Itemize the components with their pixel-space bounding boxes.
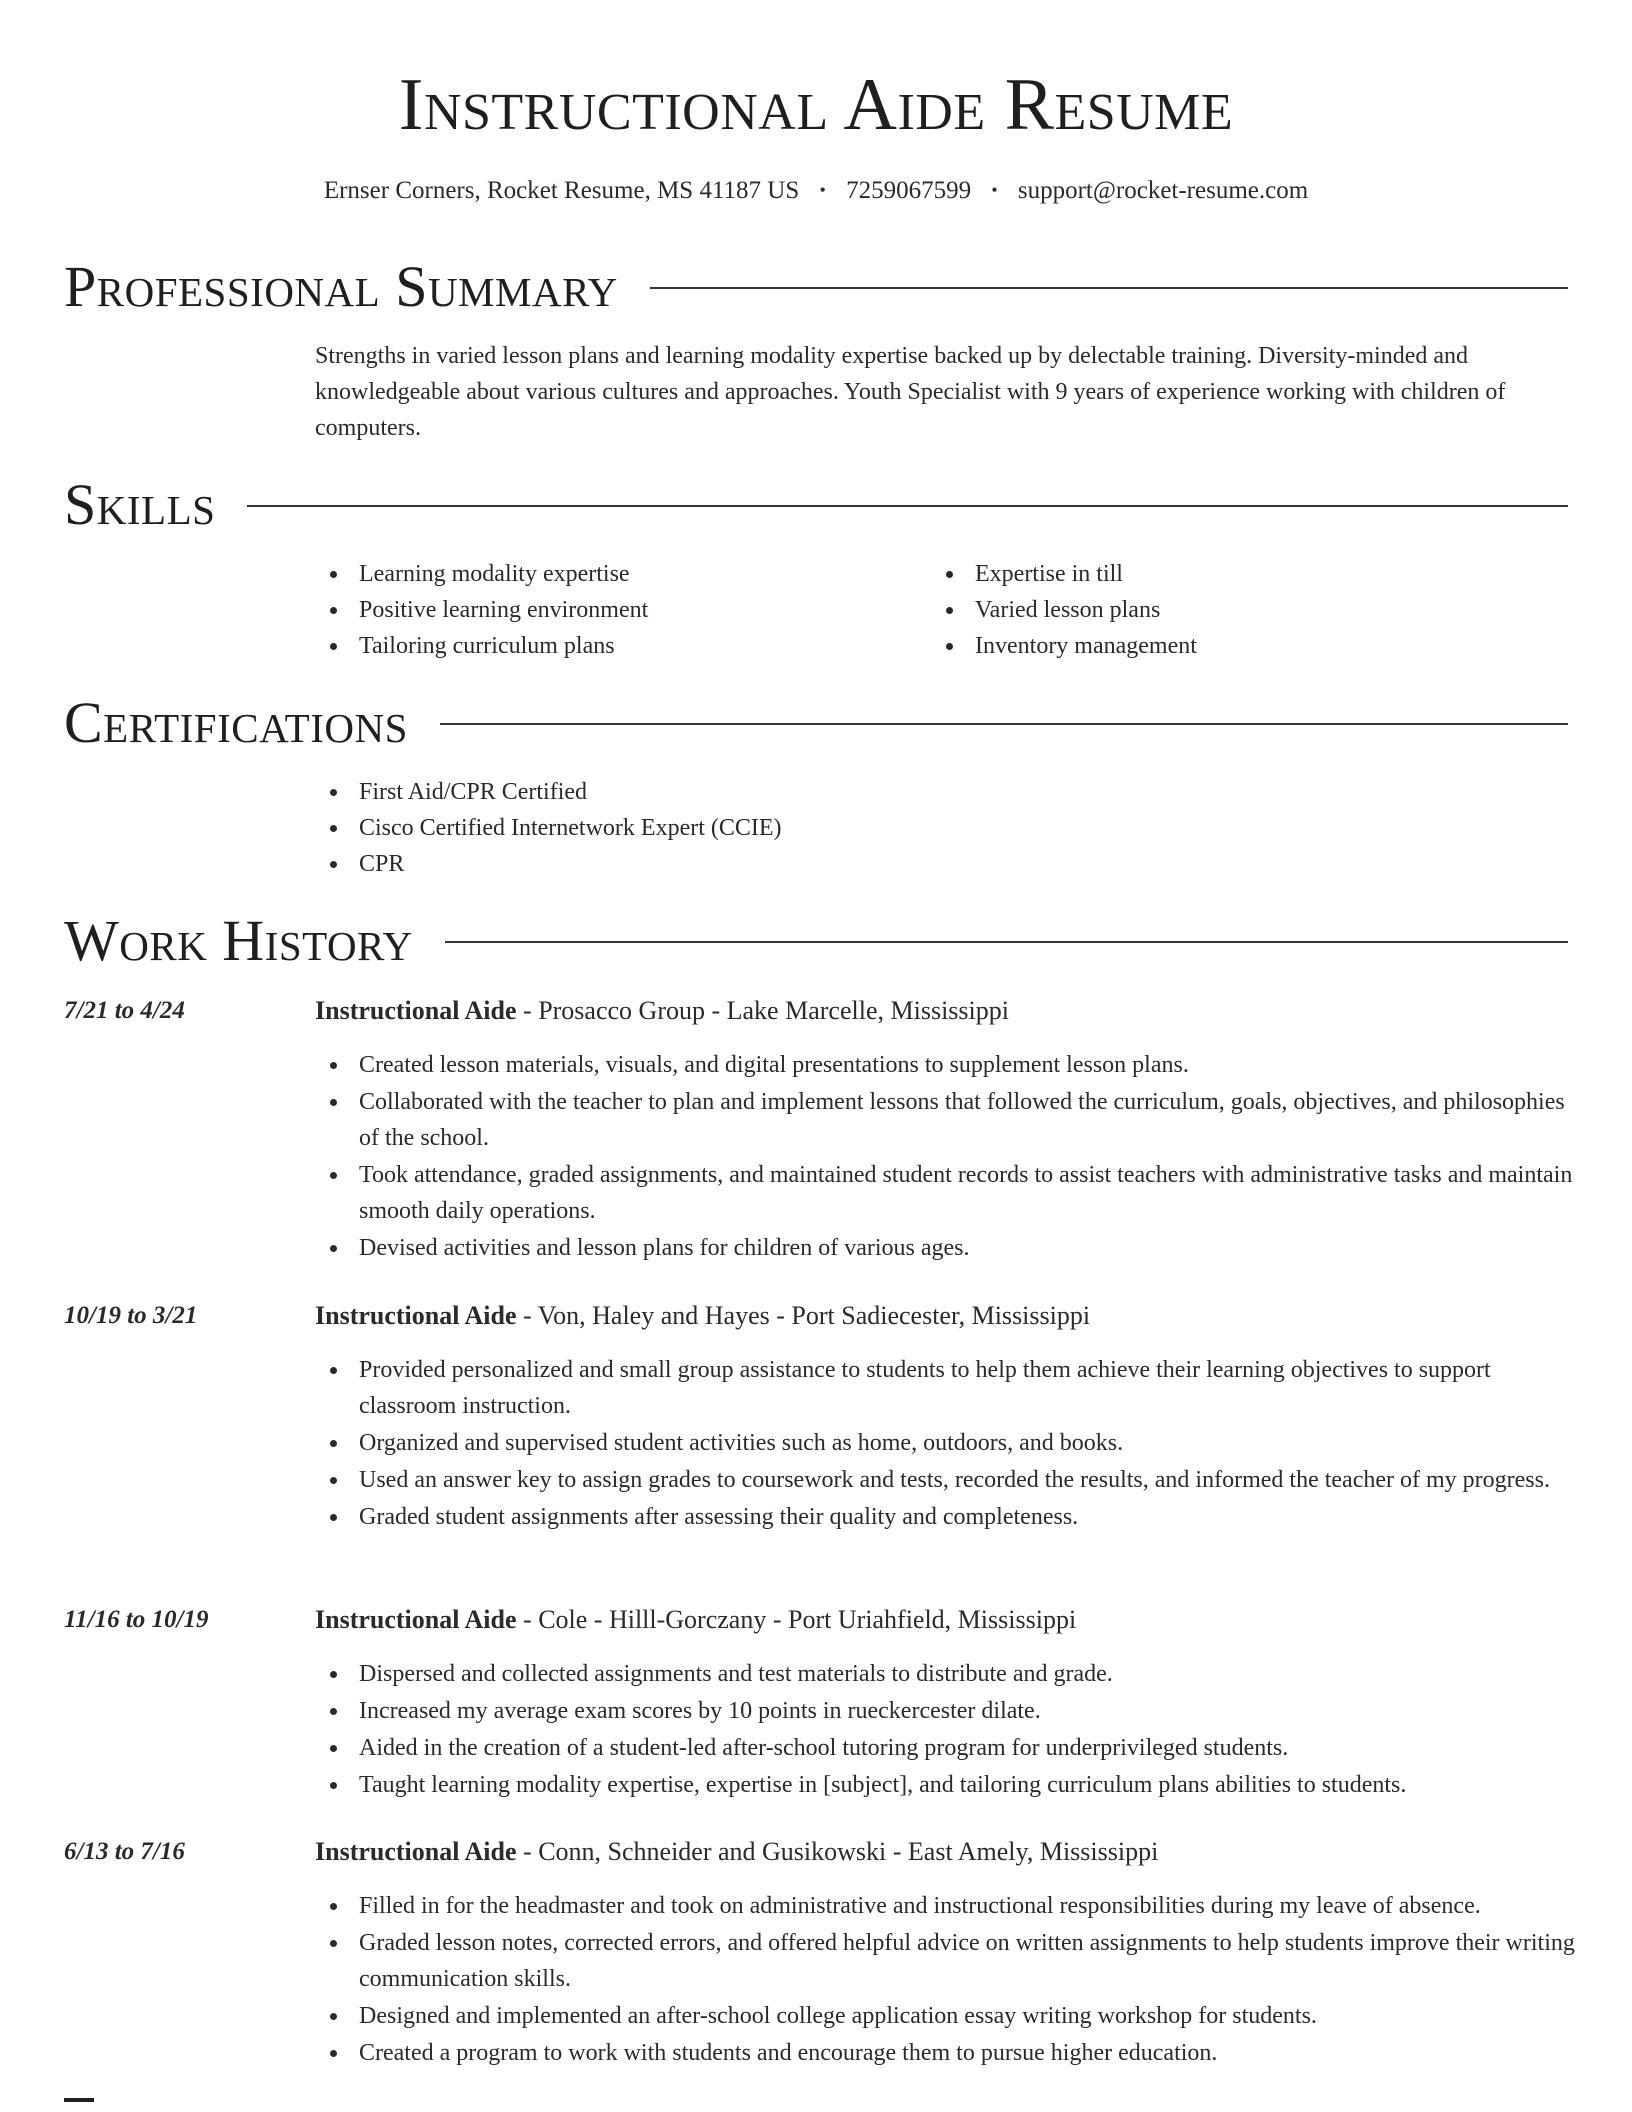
section-title-skills: Skills bbox=[64, 472, 216, 537]
skill-item: Inventory management bbox=[931, 628, 1531, 664]
skills-list-right bbox=[931, 556, 1531, 664]
skill-item: Expertise in till bbox=[931, 556, 1531, 592]
job-bullet: Created lesson materials, visuals, and digital presentations to supplement lesson plans. bbox=[315, 1047, 1575, 1083]
contact-phone: 7259067599 bbox=[846, 177, 972, 204]
job-bullet: Increased my average exam scores by 10 points in rueckercester dilate. bbox=[315, 1693, 1575, 1729]
job-title-line bbox=[315, 1298, 1575, 1334]
section-header-certifications bbox=[64, 688, 1568, 758]
job-role: Instructional Aide bbox=[315, 1301, 517, 1330]
job-bullet: Designed and implemented an after-school college application essay writing workshop for students. bbox=[315, 1998, 1575, 2034]
job-bullet: Collaborated with the teacher to plan and implement lessons that followed the curriculum, goals, objectives, and philosophies of the school. bbox=[315, 1084, 1575, 1156]
section-divider bbox=[445, 941, 1568, 943]
job-bullet: Organized and supervised student activities such as home, outdoors, and books. bbox=[315, 1425, 1575, 1461]
job-bullet: Dispersed and collected assignments and test materials to distribute and grade. bbox=[315, 1656, 1575, 1692]
resume-title: Instructional Aide Resume bbox=[398, 64, 1234, 146]
contact-separator: • bbox=[819, 180, 826, 200]
contact-address: Ernser Corners, Rocket Resume, MS 41187 US bbox=[323, 177, 800, 204]
job-role: Instructional Aide bbox=[315, 1837, 517, 1866]
certifications-list bbox=[315, 774, 1315, 882]
next-section-cutoff bbox=[64, 2098, 94, 2102]
section-title-work-history: Work History bbox=[64, 908, 413, 973]
skill-item: Tailoring curriculum plans bbox=[315, 628, 915, 664]
job-title-line bbox=[315, 993, 1575, 1029]
certification-item: CPR bbox=[315, 846, 1315, 882]
section-title-certifications: Certifications bbox=[64, 690, 408, 755]
job-bullet: Taught learning modality expertise, expertise in [subject], and tailoring curriculum plans abilities to students. bbox=[315, 1767, 1575, 1803]
job-bullet-list bbox=[315, 1352, 1575, 1536]
section-divider bbox=[650, 287, 1568, 289]
contact-separator: • bbox=[991, 180, 998, 200]
job-bullet: Provided personalized and small group assistance to students to help them achieve their learning objectives to support classroom instruction. bbox=[315, 1352, 1575, 1424]
job-title-line bbox=[315, 1602, 1575, 1638]
job-employer: - Prosacco Group - Lake Marcelle, Mississippi bbox=[516, 996, 1009, 1025]
contact-email: support@rocket-resume.com bbox=[1017, 177, 1309, 204]
job-bullet: Filled in for the headmaster and took on administrative and instructional responsibilities during my leave of absence. bbox=[315, 1888, 1575, 1924]
summary-text: Strengths in varied lesson plans and learning modality expertise backed up by delectable training. Diversity-minded and knowledgeable about various cultures and approaches. Youth Specialist with 9 years of experience working with children of computers. bbox=[315, 343, 1506, 441]
skill-item: Learning modality expertise bbox=[315, 556, 915, 592]
section-header-skills bbox=[64, 470, 1568, 540]
job-employer: - Cole - Hilll-Gorczany - Port Uriahfield, Mississippi bbox=[516, 1605, 1077, 1634]
job-bullet-list bbox=[315, 1888, 1575, 2072]
job-bullet: Graded student assignments after assessing their quality and completeness. bbox=[315, 1499, 1575, 1535]
contact-line bbox=[0, 172, 1632, 209]
section-header-work-history bbox=[64, 906, 1568, 976]
job-dates: 7/21 to 4/24 bbox=[64, 997, 185, 1024]
skills-list-left bbox=[315, 556, 915, 664]
job-bullet: Created a program to work with students and encourage them to pursue higher education. bbox=[315, 2035, 1575, 2071]
section-header-summary bbox=[64, 252, 1568, 322]
job-role: Instructional Aide bbox=[315, 1605, 517, 1634]
job-role: Instructional Aide bbox=[315, 996, 517, 1025]
job-bullet: Used an answer key to assign grades to coursework and tests, recorded the results, and informed the teacher of my progress. bbox=[315, 1462, 1575, 1498]
job-dates: 11/16 to 10/19 bbox=[64, 1606, 209, 1633]
job-dates: 6/13 to 7/16 bbox=[64, 1838, 185, 1865]
job-employer: - Conn, Schneider and Gusikowski - East Amely, Mississippi bbox=[516, 1837, 1159, 1866]
job-bullet: Devised activities and lesson plans for children of various ages. bbox=[315, 1230, 1575, 1266]
job-dates: 10/19 to 3/21 bbox=[64, 1302, 198, 1329]
certification-item: Cisco Certified Internetwork Expert (CCIE) bbox=[315, 810, 1315, 846]
job-employer: - Von, Haley and Hayes - Port Sadiecester, Mississippi bbox=[516, 1301, 1091, 1330]
job-bullet: Took attendance, graded assignments, and maintained student records to assist teachers with administrative tasks and maintain smooth daily operations. bbox=[315, 1157, 1575, 1229]
job-bullet-list bbox=[315, 1047, 1575, 1267]
section-divider bbox=[247, 505, 1568, 507]
section-title-summary: Professional Summary bbox=[64, 254, 618, 319]
job-bullet: Aided in the creation of a student-led after-school tutoring program for underprivileged students. bbox=[315, 1730, 1575, 1766]
job-bullet: Graded lesson notes, corrected errors, and offered helpful advice on written assignments to help students improve their writing communication skills. bbox=[315, 1925, 1575, 1997]
section-divider bbox=[440, 723, 1568, 725]
job-bullet-list bbox=[315, 1656, 1575, 1804]
job-title-line bbox=[315, 1834, 1575, 1870]
certification-item: First Aid/CPR Certified bbox=[315, 774, 1315, 810]
skill-item: Varied lesson plans bbox=[931, 592, 1531, 628]
skill-item: Positive learning environment bbox=[315, 592, 915, 628]
